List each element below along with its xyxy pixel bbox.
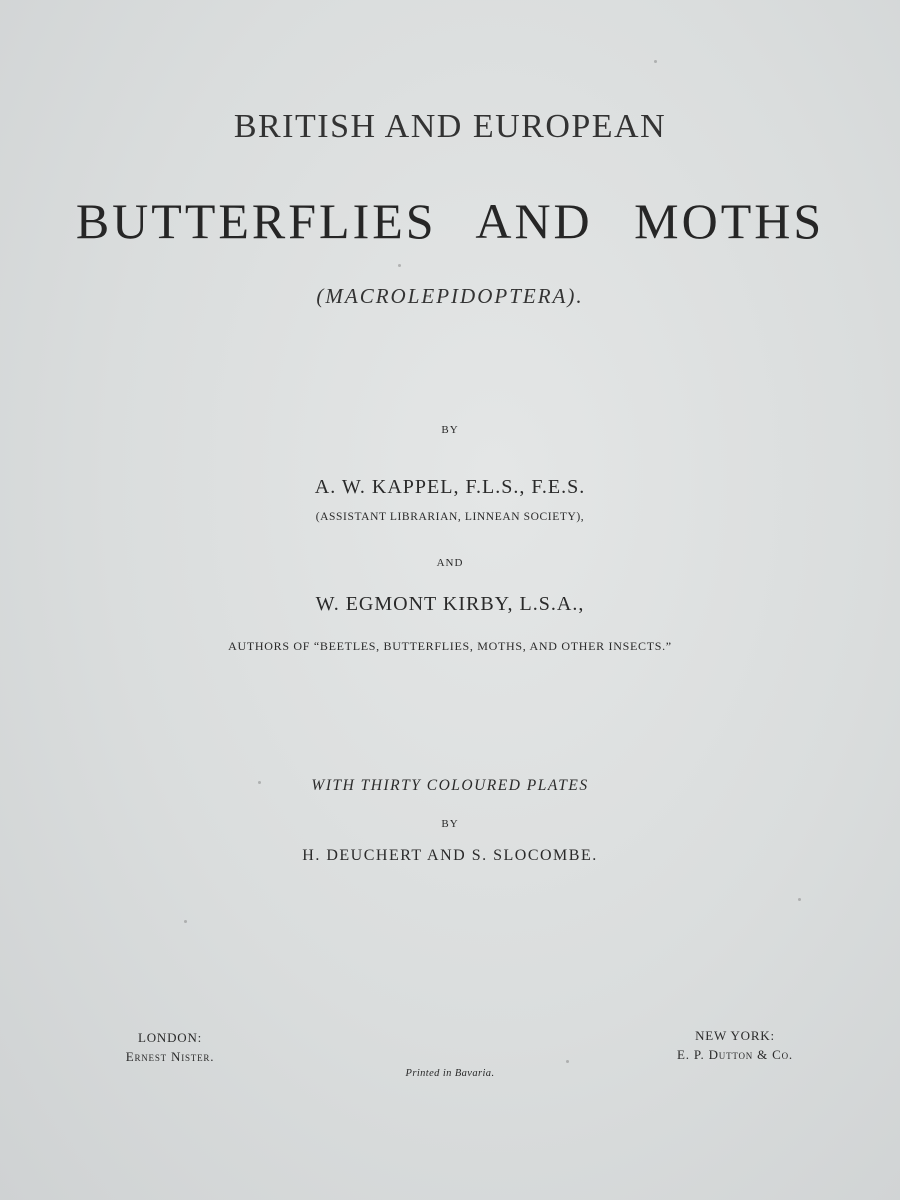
paper-speck — [184, 920, 187, 923]
author-1: A. W. KAPPEL, F.L.S., F.E.S. — [314, 476, 586, 498]
paper-speck — [798, 898, 801, 901]
imprint-london — [110, 1028, 230, 1066]
by-label-2: BY — [441, 818, 459, 830]
paper-speck — [398, 264, 401, 267]
imprint-city: NEW YORK: — [695, 1028, 775, 1043]
imprint-city: LONDON: — [137, 1030, 203, 1045]
subtitle: (MACROLEPIDOPTERA). — [316, 284, 584, 308]
authors-note: AUTHORS OF “BEETLES, BUTTERFLIES, MOTHS, AND OTHER INSECTS.” — [228, 639, 672, 653]
plates-line: WITH THIRTY COLOURED PLATES — [311, 777, 589, 794]
title-line-1: BRITISH AND EUROPEAN — [233, 108, 667, 145]
by-label: BY — [441, 424, 459, 436]
paper-speck — [654, 60, 657, 63]
imprint-new-york — [650, 1026, 820, 1064]
author-2: W. EGMONT KIRBY, L.S.A., — [315, 593, 585, 615]
illustrators: H. DEUCHERT AND S. SLOCOMBE. — [302, 847, 598, 864]
title-line-2: BUTTERFLIES AND MOTHS — [75, 193, 825, 249]
and-label: AND — [436, 557, 464, 569]
author-1-affiliation: (ASSISTANT LIBRARIAN, LINNEAN SOCIETY), — [315, 511, 585, 523]
imprint-publisher: Ernest Nister. — [125, 1049, 215, 1064]
imprint-publisher: E. P. Dutton & Co. — [677, 1047, 793, 1062]
printed-in-note: Printed in Bavaria. — [405, 1068, 495, 1079]
paper-speck — [566, 1060, 569, 1063]
